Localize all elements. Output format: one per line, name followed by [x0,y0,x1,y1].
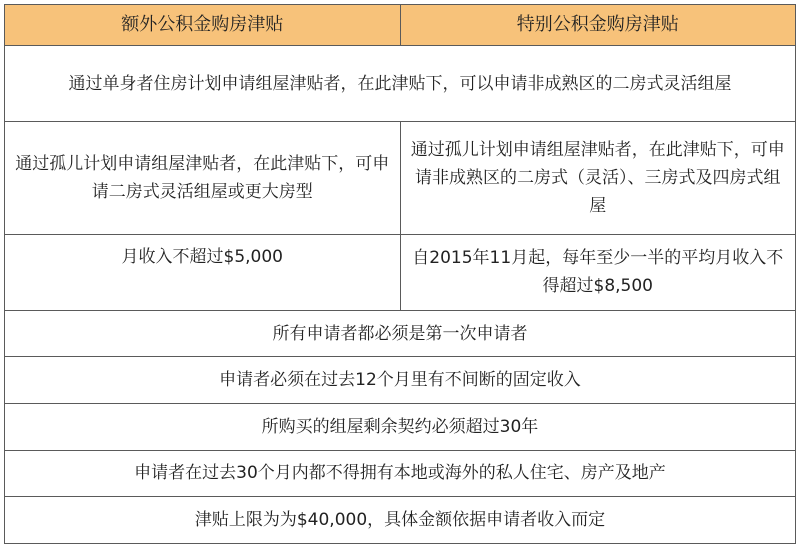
table-header-row [5,5,796,46]
income-extra-cell: 月收入不超过$5,000 [5,234,401,310]
table-row [5,404,796,451]
table-row [5,357,796,404]
table-row [5,234,796,310]
orphan-special-cell: 通过孤儿计划申请组屋津贴者，在此津贴下，可申请非成熟区的二房式（灵活）、三房式及四房式组屋 [400,122,796,235]
orphan-extra-cell: 通过孤儿计划申请组屋津贴者，在此津贴下，可申请二房式灵活组屋或更大房型 [5,122,401,235]
grant-comparison-table [4,4,796,544]
table-row [5,497,796,544]
first-time-cell: 所有申请者都必须是第一次申请者 [5,310,796,357]
table-row [5,310,796,357]
table-row [5,46,796,122]
grant-cap-cell: 津贴上限为为$40,000，具体金额依据申请者收入而定 [5,497,796,544]
header-extra-grant: 额外公积金购房津贴 [5,5,401,46]
employment-cell: 申请者必须在过去12个月里有不间断的固定收入 [5,357,796,404]
single-scheme-cell: 通过单身者住房计划申请组屋津贴者，在此津贴下，可以申请非成熟区的二房式灵活组屋 [5,46,796,122]
no-property-cell: 申请者在过去30个月内都不得拥有本地或海外的私人住宅、房产及地产 [5,450,796,497]
header-special-grant: 特别公积金购房津贴 [400,5,796,46]
income-special-cell: 自2015年11月起，每年至少一半的平均月收入不得超过$8,500 [400,234,796,310]
table-row [5,450,796,497]
table-row [5,122,796,235]
lease-cell: 所购买的组屋剩余契约必须超过30年 [5,404,796,451]
